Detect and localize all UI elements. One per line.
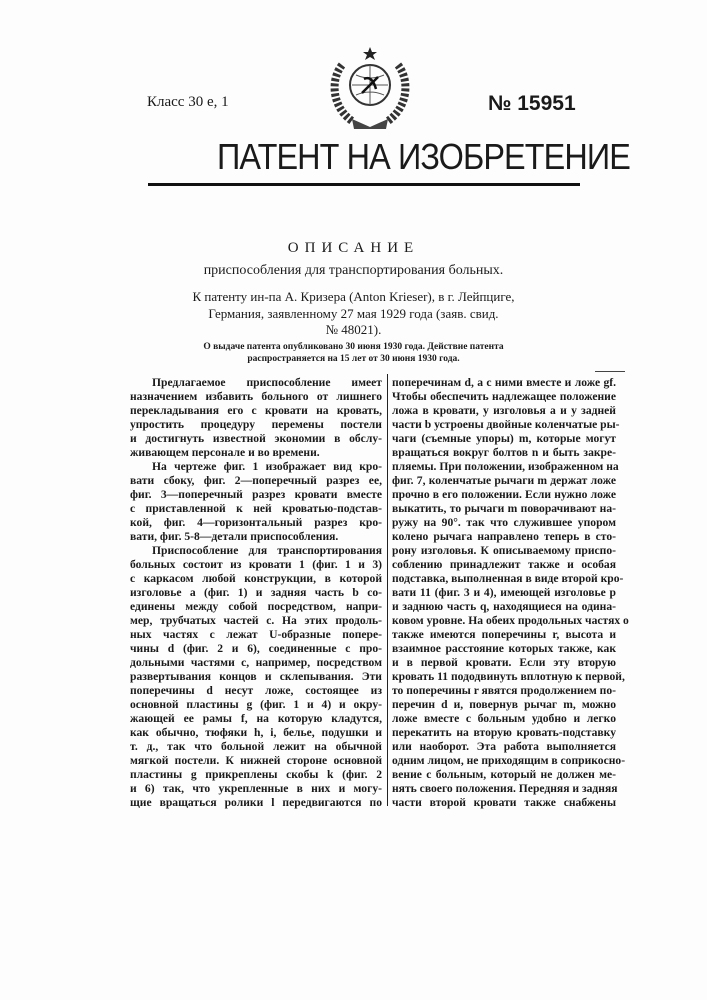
text-line: и 6) так, что укрепленные в них и могу- — [130, 782, 382, 796]
text-line: фиг. 3—поперечный разрез кровати вместе — [130, 488, 382, 502]
text-line: живающем персонале и во времени. — [130, 446, 382, 460]
text-line: назначением избавить больного от лишнего — [130, 390, 382, 404]
description-heading: ОПИСАНИЕ — [0, 240, 707, 257]
text-line: ковом уровне. На обеих продольных частях o — [392, 614, 616, 628]
text-line: ных частях c лежат U-образные попере- — [130, 628, 382, 642]
title-rule — [148, 183, 580, 186]
text-line: подставка, выполненная в виде второй кро- — [392, 572, 616, 586]
page-title: ПАТЕНТ НА ИЗОБРЕТЕНИЕ — [217, 136, 523, 178]
text-line: также имеются поперечины r, высота и — [392, 628, 616, 642]
text-line: На чертеже фиг. 1 изображает вид кро- — [130, 460, 382, 474]
column-top-rule — [595, 371, 625, 372]
patent-class: Класс 30 е, 1 — [147, 94, 229, 111]
text-line: и достигнуть известной экономии в обслу- — [130, 432, 382, 446]
text-line: ложа в кровати, у изголовья a и у задней — [392, 404, 616, 418]
text-line: с каркасом любой конструкции, в которой — [130, 572, 382, 586]
text-line: ружу на 90°. так что служившее упором — [392, 516, 616, 530]
text-line: рону изголовья. К описываемому приспо- — [392, 544, 616, 558]
text-line: мягкой постели. К нижней стороне основной — [130, 754, 382, 768]
right-column — [392, 376, 616, 810]
text-line: кой, фиг. 4—горизонтальный разрез кро- — [130, 516, 382, 530]
text-line: части второй кровати также снабжены — [392, 796, 616, 810]
patent-line: Германия, заявленному 27 мая 1929 года (заяв. свид. — [0, 306, 707, 322]
patent-page — [0, 0, 707, 1000]
notice-line: распространяется на 15 лет от 30 июня 1930 года. — [0, 354, 707, 364]
text-line: единены между собой посредством, напри- — [130, 600, 382, 614]
text-line: чаги (съемные упоры) m, которые могут — [392, 432, 616, 446]
text-line: фиг. 7, коленчатые рычаги m держат ложе — [392, 474, 616, 488]
patent-line: К патенту ин-па А. Кризера (Anton Krieser), в г. Лейпциге, — [0, 289, 707, 305]
text-line: Приспособление для транспортирования — [130, 544, 382, 558]
text-line: соблению принадлежит также и особая — [392, 558, 616, 572]
text-line: и заднюю часть q, находящиеся на одина- — [392, 600, 616, 614]
text-line: чины d (фиг. 2 и 6), соединенные с про- — [130, 642, 382, 656]
text-line: Предлагаемое приспособление имеет — [130, 376, 382, 390]
text-line: жающей ее рамы f, на которую кладутся, — [130, 712, 382, 726]
text-line: мер, трубчатых частей c. На этих продоль- — [130, 614, 382, 628]
patent-number: № 15951 — [488, 92, 576, 116]
text-line: Чтобы обеспечить надлежащее положение — [392, 390, 616, 404]
text-line: щие вращаться ролики l передвигаются по — [130, 796, 382, 810]
text-line: прочно в его положении. Если нужно ложе — [392, 488, 616, 502]
text-line: перекладывания его с кровати на кровать, — [130, 404, 382, 418]
text-line: изголовье a (фиг. 1) и задняя часть b со- — [130, 586, 382, 600]
text-line: упростить процедуру перемены постели — [130, 418, 382, 432]
text-line: или наоборот. Эта работа выполняется — [392, 740, 616, 754]
text-line: выкатить, то рычаги m поворачивают на- — [392, 502, 616, 516]
text-line: и в первой кровати. Если эту вторую — [392, 656, 616, 670]
text-line: нять своего положения. Передняя и задняя — [392, 782, 616, 796]
text-line: больных состоит из кровати 1 (фиг. 1 и 3) — [130, 558, 382, 572]
text-line: развертывания концов и склепывания. Эти — [130, 670, 382, 684]
text-line: пластины g прикреплены скобы k (фиг. 2 — [130, 768, 382, 782]
text-line: вати 11 (фиг. 3 и 4), имеющей изголовье p — [392, 586, 616, 600]
patent-line: № 48021). — [0, 322, 707, 338]
text-line: как обычно, тюфяки h, i, белье, подушки и — [130, 726, 382, 740]
description-subtitle: приспособления для транспортирования больных. — [0, 263, 707, 279]
text-line: перекатить на вторую кровать-подставку — [392, 726, 616, 740]
text-line: с приставленной к ней кроватью-подстав- — [130, 502, 382, 516]
text-line: ложе вместе с больным удобно и легко — [392, 712, 616, 726]
text-line: дольными частями c, например, посредством — [130, 656, 382, 670]
text-line: вращаться вокруг болтов n и быть закре- — [392, 446, 616, 460]
ussr-emblem-icon — [328, 45, 412, 135]
text-line: одним лицом, не приходящим в соприкосно- — [392, 754, 616, 768]
text-line: перечин d и, повернув рычаг m, можно — [392, 698, 616, 712]
text-line: основной пластины g (фиг. 1 и 4) и окру- — [130, 698, 382, 712]
text-line: колено рычага направлено теперь в сто- — [392, 530, 616, 544]
text-line: части b устроены двойные коленчатые ры- — [392, 418, 616, 432]
text-line: вение с больным, который не должен ме- — [392, 768, 616, 782]
text-line: взаимное расстояние которых также, как — [392, 642, 616, 656]
text-line: поперечинам d, а с ними вместе и ложе gf. — [392, 376, 616, 390]
text-line: вати, фиг. 5-8—детали приспособления. — [130, 530, 382, 544]
column-divider — [387, 374, 388, 806]
text-line: т. д., так что больной лежит на обычной — [130, 740, 382, 754]
text-line: поперечины d несут ложе, состоящее из — [130, 684, 382, 698]
text-line: пляемы. При положении, изображенном на — [392, 460, 616, 474]
left-column — [130, 376, 382, 810]
text-line: кровать 11 пододвинуть вплотную к первой, — [392, 670, 616, 684]
text-line: то поперечины r явятся продолжением по- — [392, 684, 616, 698]
text-line: вати сбоку, фиг. 2—поперечный разрез ее, — [130, 474, 382, 488]
notice-line: О выдаче патента опубликовано 30 июня 1930 года. Действие патента — [0, 342, 707, 352]
